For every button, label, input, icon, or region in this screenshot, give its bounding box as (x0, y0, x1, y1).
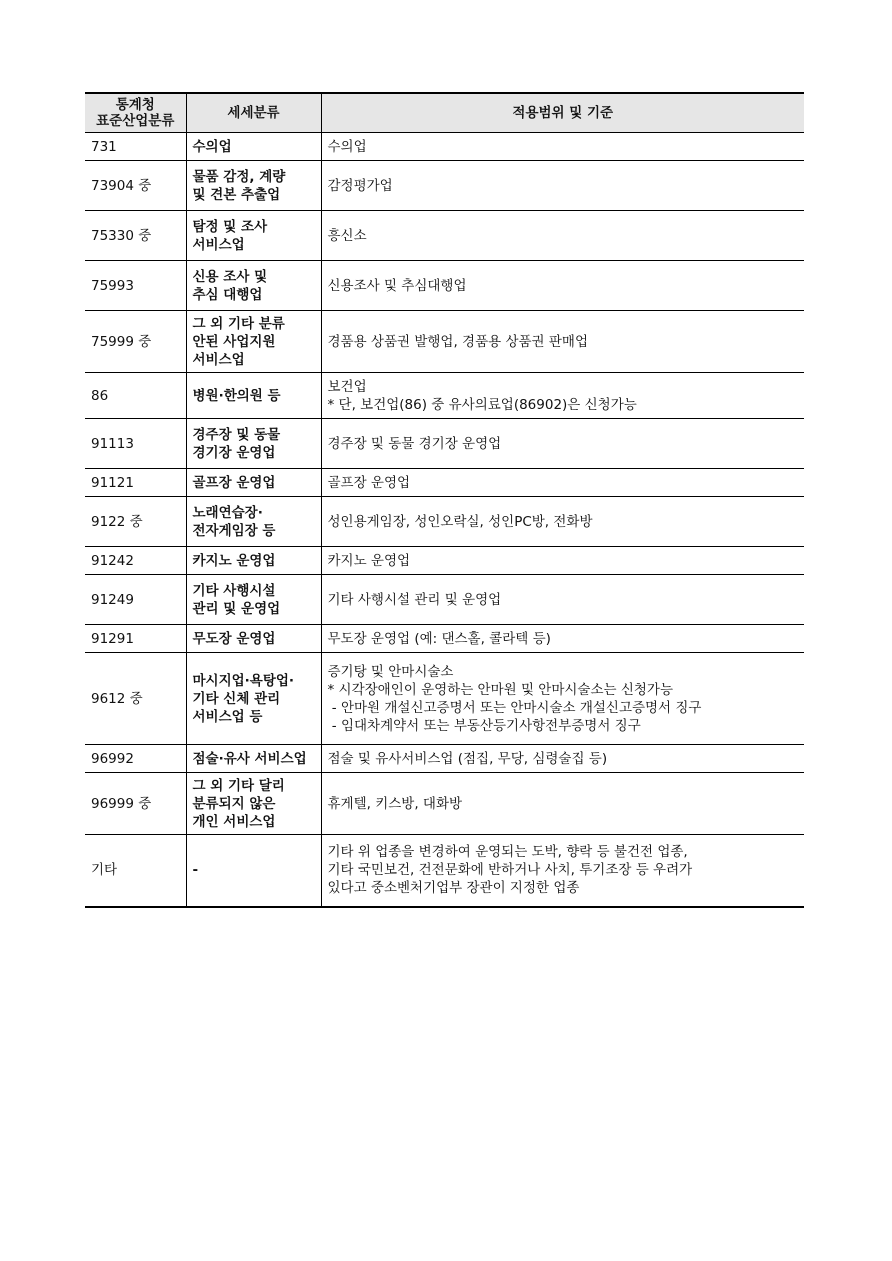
scope-line: 흥신소 (327, 227, 367, 244)
category-line: 무도장 운영업 (192, 630, 276, 647)
industry-code-cell: 75330 중 (85, 211, 186, 261)
table-row (85, 625, 804, 653)
category-cell (186, 835, 321, 907)
table-row (85, 575, 804, 625)
table-row (85, 133, 804, 161)
table-row (85, 773, 804, 835)
scope-line: 경주장 및 동물 경기장 운영업 (327, 435, 502, 452)
table-row (85, 373, 804, 419)
table-body (85, 133, 804, 907)
table-row (85, 835, 804, 907)
header-row (85, 93, 804, 133)
scope-line: - 임대차계약서 또는 부동산등기사항전부증명서 징구 (327, 717, 641, 734)
header-code-line2: 표준산업분류 (96, 113, 175, 129)
scope-line: * 단, 보건업(86) 중 유사의료업(86902)은 신청가능 (327, 396, 637, 413)
category-cell (186, 575, 321, 625)
scope-line: 카지노 운영업 (327, 552, 411, 569)
category-cell (186, 653, 321, 745)
category-cell (186, 469, 321, 497)
category-line: 분류되지 않은 (192, 795, 276, 812)
table-row (85, 161, 804, 211)
category-line: 수의업 (192, 138, 232, 155)
scope-cell (321, 133, 804, 161)
category-cell (186, 161, 321, 211)
industry-code-cell: 86 (85, 373, 186, 419)
scope-cell (321, 497, 804, 547)
scope-cell (321, 419, 804, 469)
industry-code-cell: 96992 (85, 745, 186, 773)
category-line: 기타 신체 관리 (192, 690, 281, 707)
category-line: 전자게임장 등 (192, 522, 276, 539)
industry-code-cell: 9122 중 (85, 497, 186, 547)
category-line: 추심 대행업 (192, 286, 263, 303)
scope-cell (321, 261, 804, 311)
category-line: 신용 조사 및 (192, 268, 268, 285)
table-row (85, 653, 804, 745)
table-row (85, 469, 804, 497)
category-line: 서비스업 등 (192, 708, 263, 725)
industry-code-cell: 75993 (85, 261, 186, 311)
category-cell (186, 419, 321, 469)
scope-cell (321, 469, 804, 497)
category-line: 안된 사업지원 (192, 333, 276, 350)
category-line: 서비스업 (192, 351, 245, 368)
category-line: 및 견본 추출업 (192, 186, 281, 203)
category-line: 마시지업·욕탕업· (192, 672, 295, 689)
industry-code-cell: 73904 중 (85, 161, 186, 211)
scope-line: 신용조사 및 추심대행업 (327, 277, 467, 294)
table-row (85, 419, 804, 469)
scope-line: 있다고 중소벤처기업부 장관이 지정한 업종 (327, 880, 580, 897)
scope-line: 기타 사행시설 관리 및 운영업 (327, 591, 502, 608)
category-cell (186, 745, 321, 773)
industry-code-cell: 9612 중 (85, 653, 186, 745)
scope-line: 경품용 상품권 발행업, 경품용 상품권 판매업 (327, 333, 588, 350)
category-line: 개인 서비스업 (192, 813, 276, 830)
category-cell (186, 261, 321, 311)
scope-line: * 시각장애인이 운영하는 안마원 및 안마시술소는 신청가능 (327, 681, 673, 698)
table-row (85, 261, 804, 311)
scope-line: 수의업 (327, 138, 367, 155)
industry-code-cell: 731 (85, 133, 186, 161)
category-line: 물품 감정, 계량 (192, 168, 286, 185)
category-line: 기타 사행시설 (192, 582, 276, 599)
header-category: 세세분류 (186, 93, 321, 133)
scope-cell (321, 653, 804, 745)
category-line: - (192, 862, 199, 879)
scope-line: - 안마원 개설신고증명서 또는 안마시술소 개설신고증명서 징구 (327, 699, 702, 716)
category-line: 그 외 기타 달리 (192, 777, 285, 794)
industry-code-cell: 91249 (85, 575, 186, 625)
industry-code-cell: 91242 (85, 547, 186, 575)
category-cell (186, 373, 321, 419)
table-row (85, 547, 804, 575)
category-cell (186, 311, 321, 373)
category-line: 병원·한의원 등 (192, 387, 281, 404)
table-row (85, 311, 804, 373)
industry-code-cell: 기타 (85, 835, 186, 907)
category-line: 카지노 운영업 (192, 552, 276, 569)
table-row (85, 745, 804, 773)
category-line: 서비스업 (192, 236, 245, 253)
scope-cell (321, 773, 804, 835)
category-cell (186, 773, 321, 835)
scope-line: 휴게텔, 키스방, 대화방 (327, 795, 463, 812)
scope-cell (321, 625, 804, 653)
industry-code-cell: 75999 중 (85, 311, 186, 373)
category-line: 노래연습장· (192, 504, 263, 521)
scope-cell (321, 835, 804, 907)
scope-line: 증기탕 및 안마시술소 (327, 663, 454, 680)
scope-cell (321, 575, 804, 625)
scope-cell (321, 311, 804, 373)
category-cell (186, 497, 321, 547)
industry-code-cell: 96999 중 (85, 773, 186, 835)
scope-line: 무도장 운영업 (예: 댄스홀, 콜라텍 등) (327, 630, 551, 647)
category-cell (186, 625, 321, 653)
industry-code-cell: 91121 (85, 469, 186, 497)
scope-line: 감정평가업 (327, 177, 393, 194)
scope-line: 기타 국민보건, 건전문화에 반하거나 사치, 투기조장 등 우려가 (327, 862, 693, 879)
scope-cell (321, 211, 804, 261)
table-row (85, 497, 804, 547)
scope-line: 보건업 (327, 378, 367, 395)
header-code-line1: 통계청 (115, 97, 155, 113)
category-line: 관리 및 운영업 (192, 600, 281, 617)
industry-code-cell: 91113 (85, 419, 186, 469)
scope-line: 골프장 운영업 (327, 474, 411, 491)
category-cell (186, 133, 321, 161)
category-line: 경기장 운영업 (192, 444, 276, 461)
category-line: 골프장 운영업 (192, 474, 276, 491)
category-line: 그 외 기타 분류 (192, 315, 285, 332)
table-row (85, 211, 804, 261)
category-cell (186, 211, 321, 261)
category-line: 탐정 및 조사 (192, 218, 268, 235)
category-line: 경주장 및 동물 (192, 426, 281, 443)
industry-code-cell: 91291 (85, 625, 186, 653)
header-scope: 적용범위 및 기준 (321, 93, 804, 133)
scope-line: 성인용게임장, 성인오락실, 성인PC방, 전화방 (327, 513, 593, 530)
header-code (85, 93, 186, 133)
scope-line: 기타 위 업종을 변경하여 운영되는 도박, 향락 등 불건전 업종, (327, 844, 688, 861)
scope-cell (321, 373, 804, 419)
scope-cell (321, 547, 804, 575)
scope-cell (321, 745, 804, 773)
scope-line: 점술 및 유사서비스업 (점집, 무당, 심령술집 등) (327, 750, 608, 767)
restricted-industry-table (85, 92, 804, 908)
scope-cell (321, 161, 804, 211)
category-cell (186, 547, 321, 575)
category-line: 점술·유사 서비스업 (192, 750, 307, 767)
